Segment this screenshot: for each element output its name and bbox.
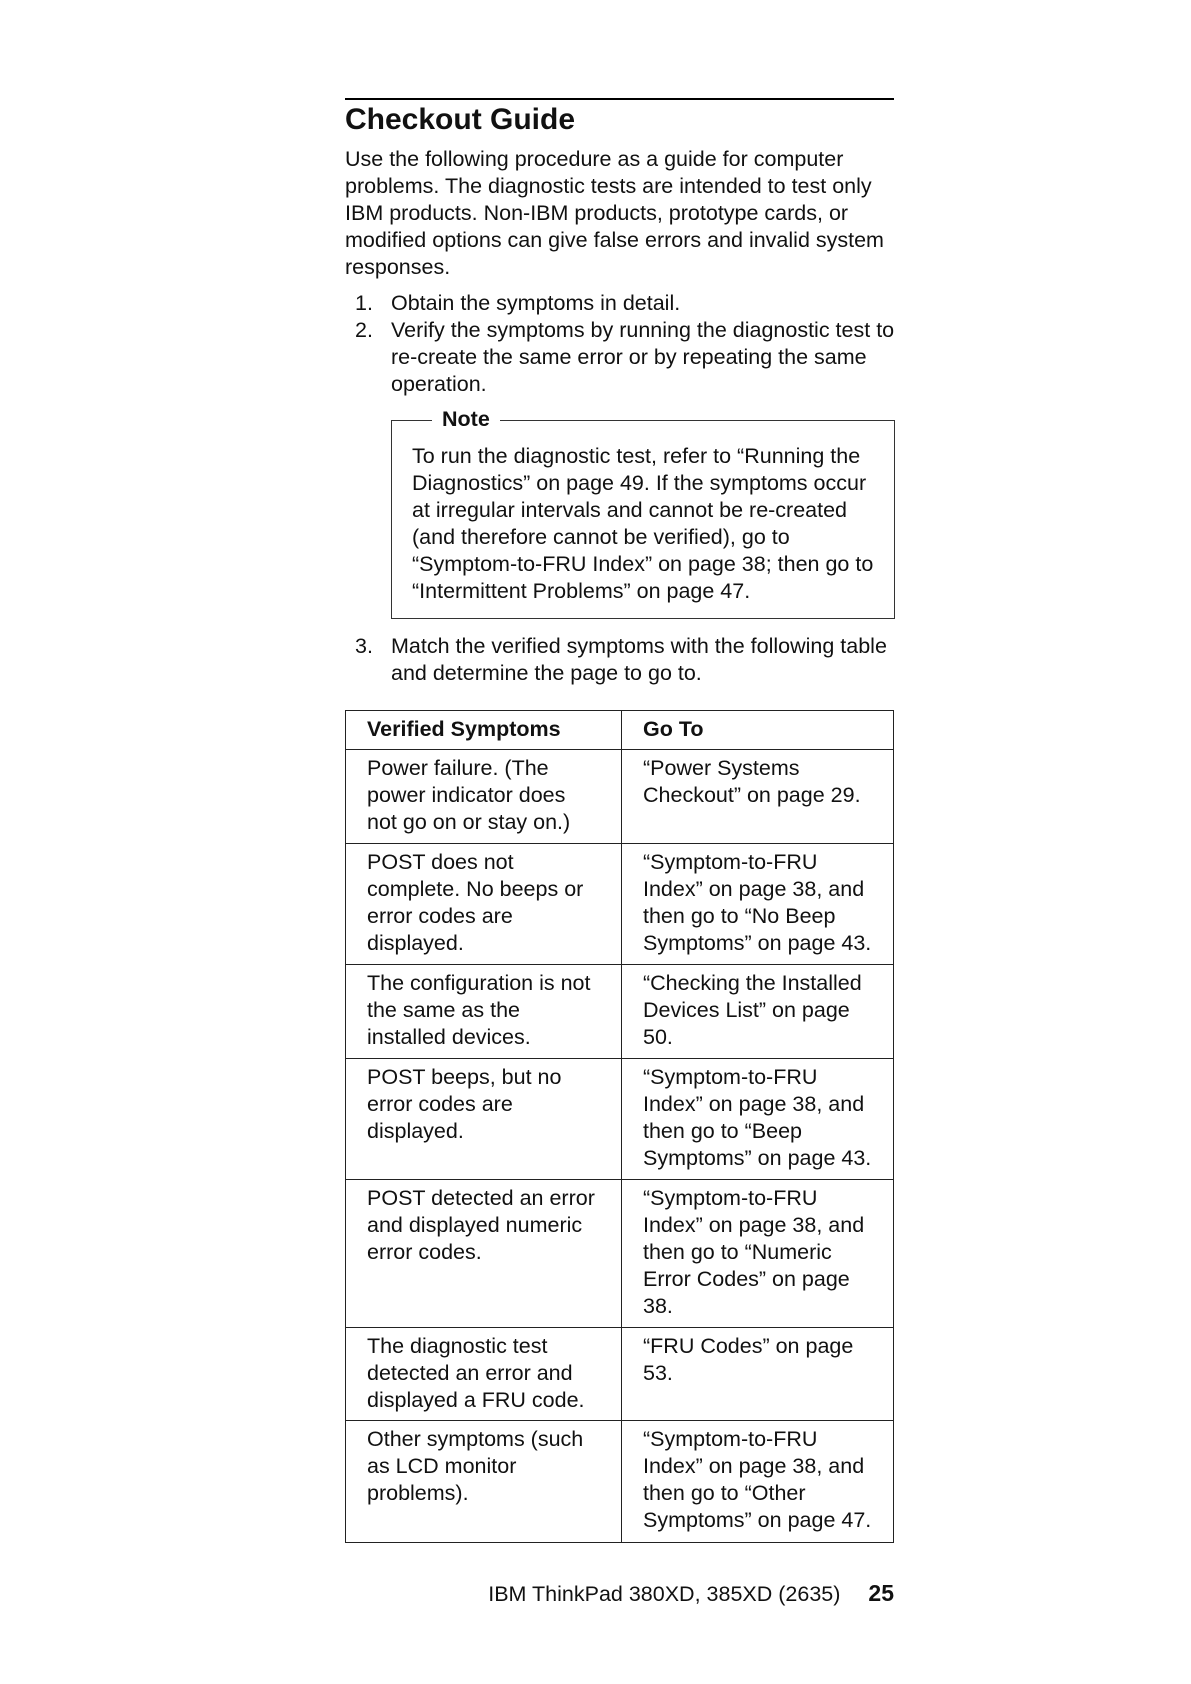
step-number: 1. [355,291,373,315]
header-verified-symptoms: Verified Symptoms [346,711,622,750]
step-text: Obtain the symptoms in detail. [391,291,681,315]
table-row [346,844,894,965]
step-number: 3. [355,634,373,658]
symptom-cell: POST beeps, but no error codes are displayed. [346,1059,622,1180]
table-row [346,1180,894,1328]
title-rule [345,98,894,100]
page-title: Checkout Guide [345,103,576,136]
table-row [346,965,894,1059]
symptom-cell: POST detected an error and displayed numeric error codes. [346,1180,622,1328]
page-number: 25 [868,1580,894,1606]
symptom-cell: The configuration is not the same as the installed devices. [346,965,622,1059]
page-footer [488,1580,894,1608]
note-text: To run the diagnostic test, refer to “Running the Diagnostics” on page 49. If the symptoms occur at irregular intervals and cannot be re-created (and therefore cannot be verified), go to “Symptom-to-FRU Index” on page 38; then go to “Intermittent Problems” on page 47. [412,444,874,603]
table-row [346,1328,894,1421]
step-text: Verify the symptoms by running the diagnostic test to re-create the same error or by repeating the same operation. [391,318,895,396]
table-header-row [346,711,894,750]
symptom-cell: The diagnostic test detected an error and displayed a FRU code. [346,1328,622,1421]
symptom-cell: Other symptoms (such as LCD monitor problems). [346,1421,622,1543]
goto-cell: “Symptom-to-FRU Index” on page 38, and then go to “Beep Symptoms” on page 43. [622,1059,894,1180]
goto-cell: “Symptom-to-FRU Index” on page 38, and then go to “Numeric Error Codes” on page 38. [622,1180,894,1328]
symptom-cell: Power failure. (The power indicator does not go on or stay on.) [346,750,622,844]
symptoms-table [345,710,894,1543]
table-row [346,1059,894,1180]
table-row [346,1421,894,1543]
goto-cell: “Symptom-to-FRU Index” on page 38, and then go to “Other Symptoms” on page 47. [622,1421,894,1543]
step-number: 2. [355,318,373,342]
step-text: Match the verified symptoms with the following table and determine the page to go to. [391,634,887,685]
note-label: Note [432,406,500,433]
intro-paragraph: Use the following procedure as a guide for computer problems. The diagnostic tests are intended to test only IBM products. Non-IBM products, prototype cards, or modified options can give false errors and invalid system responses. [345,147,884,279]
header-go-to: Go To [622,711,894,750]
symptom-cell: POST does not complete. No beeps or error codes are displayed. [346,844,622,965]
goto-cell: “Symptom-to-FRU Index” on page 38, and then go to “No Beep Symptoms” on page 43. [622,844,894,965]
book-title: IBM ThinkPad 380XD, 385XD (2635) [488,1582,841,1606]
note-box [391,407,895,619]
goto-cell: “FRU Codes” on page 53. [622,1328,894,1421]
goto-cell: “Checking the Installed Devices List” on page 50. [622,965,894,1059]
table-row [346,750,894,844]
goto-cell: “Power Systems Checkout” on page 29. [622,750,894,844]
